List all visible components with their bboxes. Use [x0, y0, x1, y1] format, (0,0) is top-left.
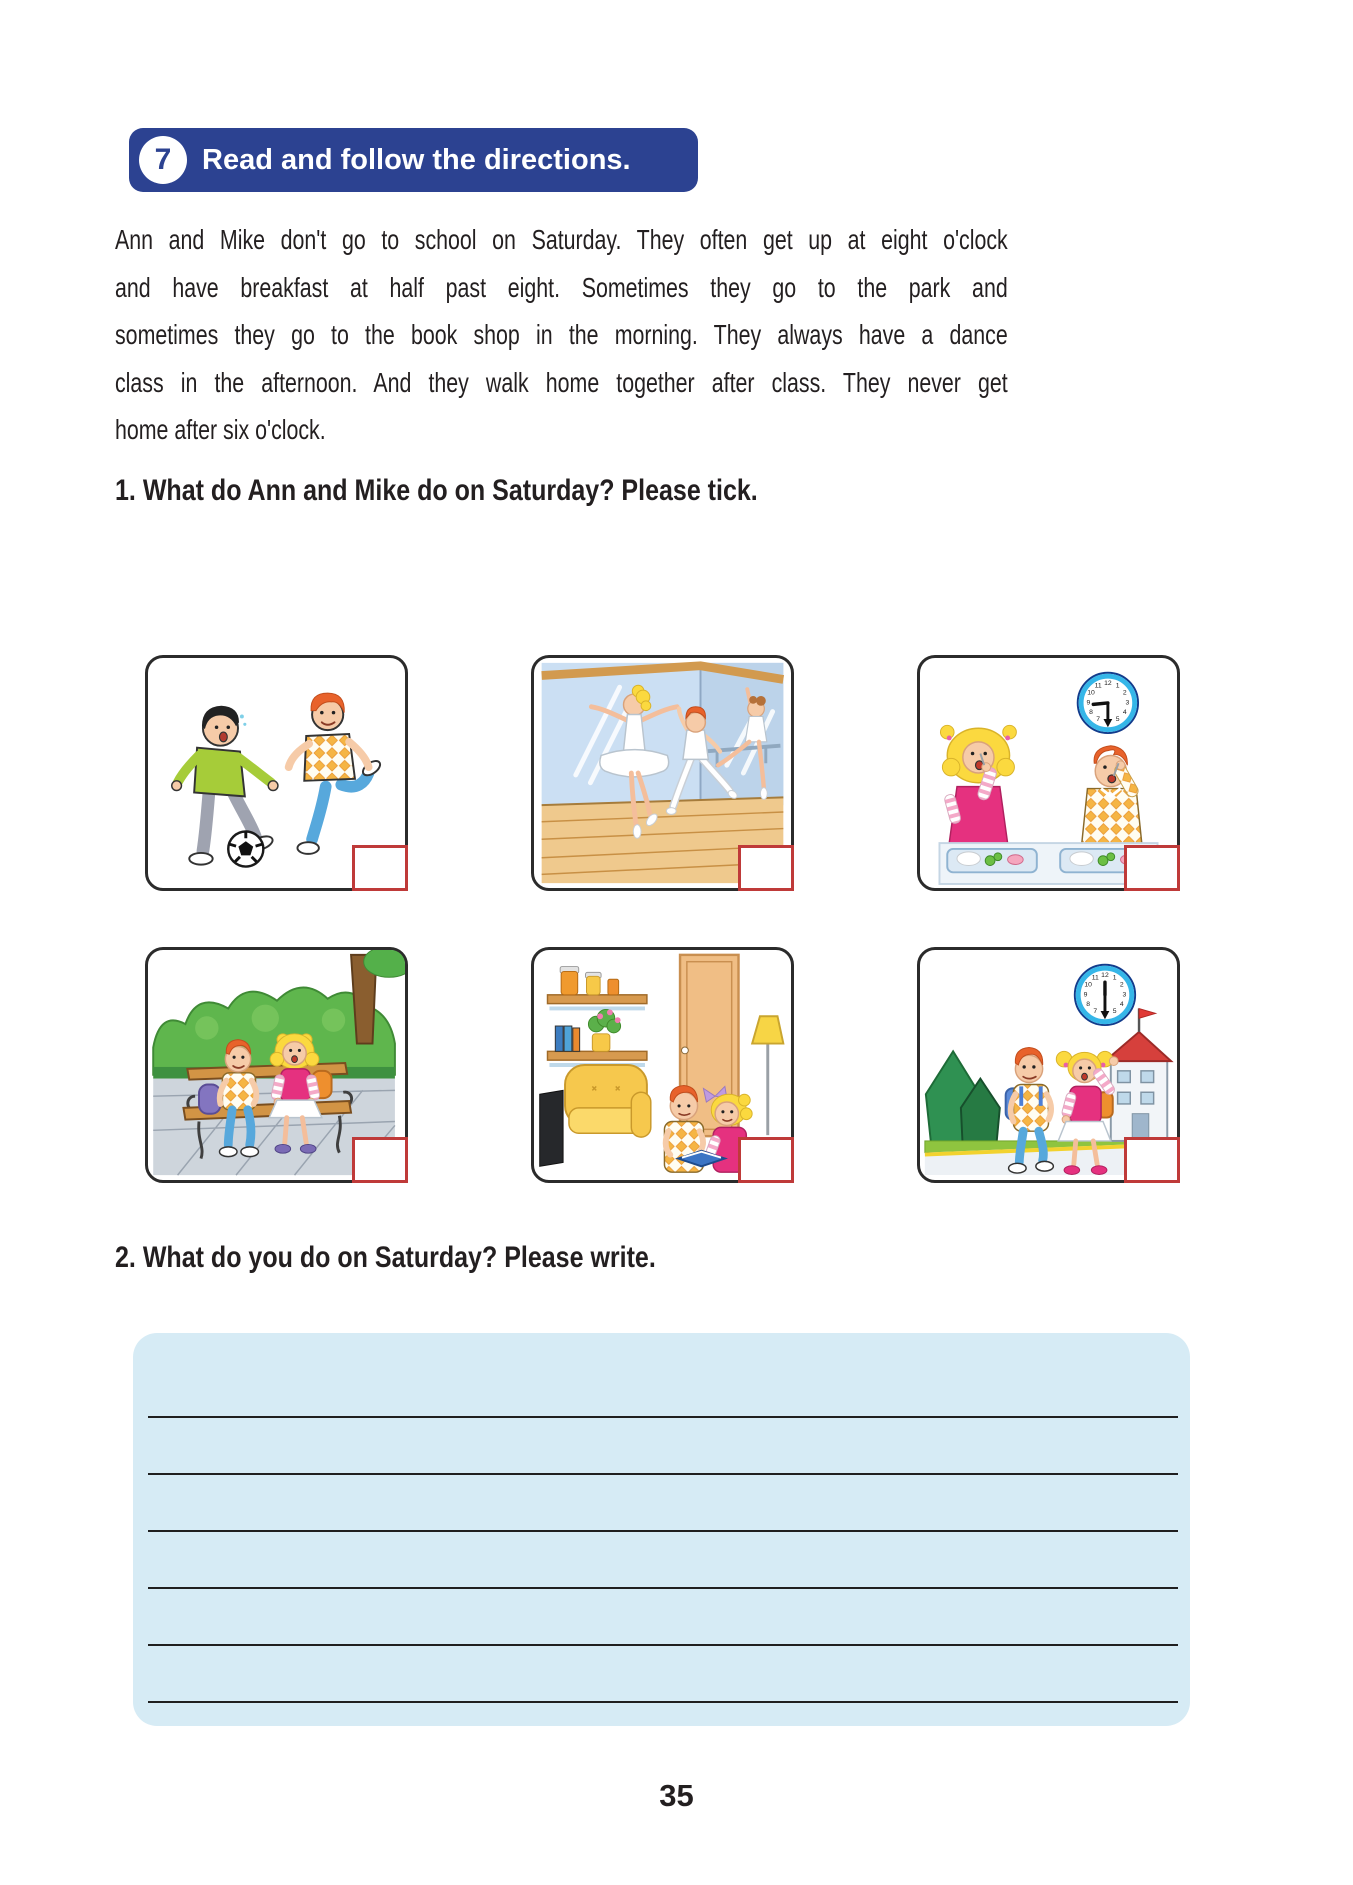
svg-text:4: 4 [1119, 1001, 1124, 1009]
svg-text:12: 12 [1101, 971, 1109, 979]
activity-title: Read and follow the directions. [202, 143, 631, 176]
question-1-heading: 1. What do Ann and Mike do on Saturday? Please tick. [115, 474, 758, 507]
svg-text:2: 2 [1122, 689, 1127, 697]
activity-number-badge: 7 [139, 136, 187, 184]
passage-line: Ann and Mike don't go to school on Saturday. They often get up at eight o'clock [115, 224, 1008, 255]
svg-text:11: 11 [1091, 974, 1099, 982]
clock-icon [1078, 673, 1138, 733]
tick-box-2[interactable] [738, 845, 794, 891]
picture-card-reading [531, 947, 794, 1183]
svg-text:2: 2 [1119, 981, 1124, 989]
svg-text:10: 10 [1084, 981, 1092, 989]
svg-text:9: 9 [1083, 991, 1088, 999]
boy-eating [1082, 746, 1142, 845]
writing-line[interactable] [148, 1473, 1178, 1475]
svg-text:5: 5 [1115, 716, 1120, 724]
boy-orange-hair [289, 693, 383, 854]
picture-card-dance [531, 655, 794, 891]
writing-line[interactable] [148, 1587, 1178, 1589]
svg-text:12: 12 [1104, 679, 1112, 687]
writing-line[interactable] [148, 1644, 1178, 1646]
writing-panel [133, 1333, 1190, 1726]
page-number: 35 [659, 1778, 694, 1813]
svg-text:7: 7 [1096, 716, 1101, 724]
svg-text:11: 11 [1094, 682, 1102, 690]
picture-card-football [145, 655, 408, 891]
picture-card-meal [917, 655, 1180, 891]
tick-box-1[interactable] [352, 845, 408, 891]
svg-text:3: 3 [1125, 699, 1130, 707]
tick-box-6[interactable] [1124, 1137, 1180, 1183]
passage-line: sometimes they go to the book shop in the morning. They always have a dance [115, 319, 1008, 350]
svg-text:5: 5 [1112, 1008, 1117, 1016]
football [228, 831, 263, 866]
svg-text:8: 8 [1089, 709, 1093, 717]
svg-text:7: 7 [1093, 1008, 1098, 1016]
activity-banner [129, 128, 698, 192]
passage-line: class in the afternoon. And they walk home together after class. They never get [115, 366, 1008, 398]
svg-text:8: 8 [1086, 1001, 1091, 1009]
writing-line[interactable] [148, 1701, 1178, 1703]
passage-line: and have breakfast at half past eight. Sometimes they go to the park and [115, 271, 1008, 303]
girl-eating [940, 725, 1016, 843]
svg-text:1: 1 [1112, 974, 1117, 982]
picture-card-park [145, 947, 408, 1183]
svg-text:3: 3 [1122, 991, 1127, 999]
tick-box-3[interactable] [1124, 845, 1180, 891]
writing-line[interactable] [148, 1416, 1178, 1418]
writing-line[interactable] [148, 1530, 1178, 1532]
question-2-heading: 2. What do you do on Saturday? Please write. [115, 1241, 656, 1274]
tick-box-5[interactable] [738, 1137, 794, 1183]
reading-passage [115, 216, 1008, 454]
tick-box-4[interactable] [352, 1137, 408, 1183]
svg-text:10: 10 [1087, 689, 1095, 697]
clock-icon [1075, 965, 1135, 1025]
svg-text:9: 9 [1086, 699, 1091, 707]
passage-line: home after six o'clock. [115, 414, 326, 445]
svg-text:4: 4 [1122, 709, 1127, 717]
svg-text:1: 1 [1115, 682, 1120, 690]
picture-card-walking [917, 947, 1180, 1183]
